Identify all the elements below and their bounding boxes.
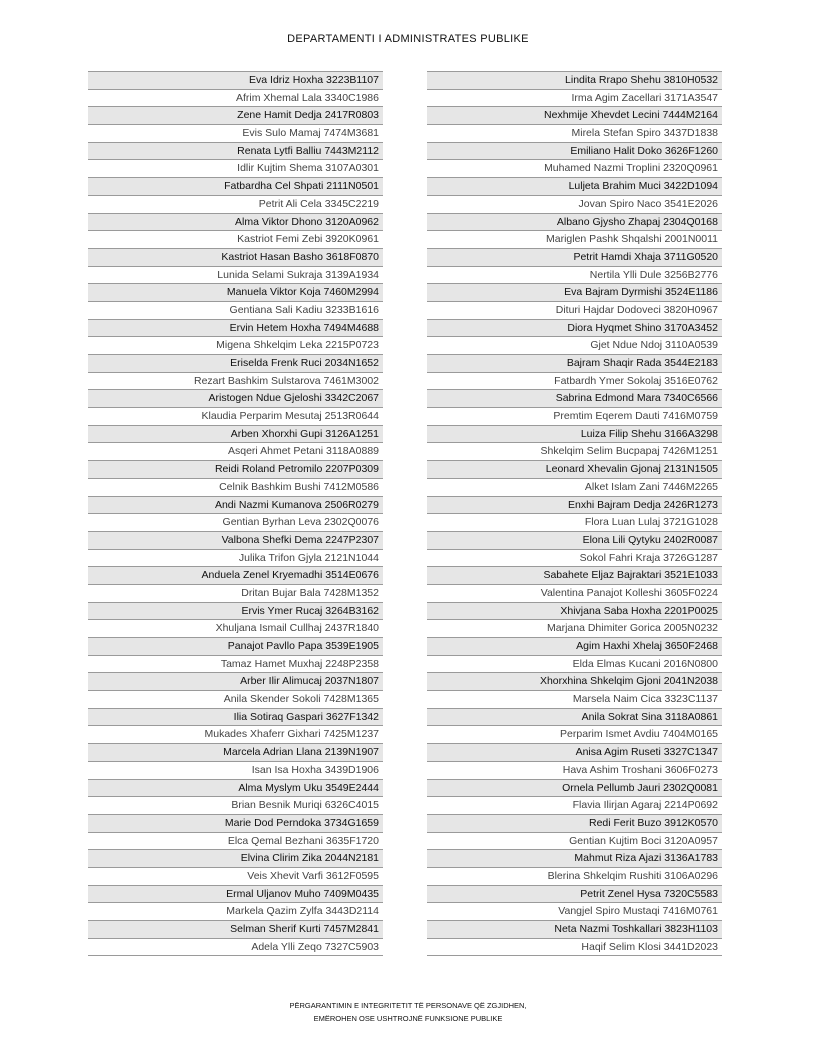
list-item: Adela Ylli Zeqo 7327C5903 [88,939,383,957]
list-item: Enxhi Bajram Dedja 2426R1273 [427,497,722,515]
list-item: Panajot Pavllo Papa 3539E1905 [88,638,383,656]
list-item: Ervin Hetem Hoxha 7494M4688 [88,320,383,338]
footer-line-2: EMËROHEN OSE USHTROJNË FUNKSIONE PUBLIKE [313,1014,503,1023]
left-name-list [88,71,383,956]
list-item: Idlir Kujtim Shema 3107A0301 [88,160,383,178]
list-item: Evis Sulo Mamaj 7474M3681 [88,125,383,143]
list-item: Mirela Stefan Spiro 3437D1838 [427,125,722,143]
list-item: Elda Elmas Kucani 2016N0800 [427,656,722,674]
list-item: Bajram Shaqir Rada 3544E2183 [427,355,722,373]
list-item: Renata Lytfi Balliu 7443M2112 [88,143,383,161]
list-item: Eva Idriz Hoxha 3223B1107 [88,72,383,90]
list-item: Alma Viktor Dhono 3120A0962 [88,214,383,232]
list-item: Fatbardh Ymer Sokolaj 3516E0762 [427,373,722,391]
list-item: Brian Besnik Muriqi 6326C4015 [88,797,383,815]
list-item: Luiza Filip Shehu 3166A3298 [427,426,722,444]
list-item: Ervis Ymer Rucaj 3264B3162 [88,603,383,621]
list-item: Jovan Spiro Naco 3541E2026 [427,196,722,214]
list-item: Vangjel Spiro Mustaqi 7416M0761 [427,903,722,921]
list-item: Manuela Viktor Koja 7460M2994 [88,284,383,302]
list-item: Fatbardha Cel Shpati 2111N0501 [88,178,383,196]
list-item: Asqeri Ahmet Petani 3118A0889 [88,443,383,461]
list-item: Tamaz Hamet Muxhaj 2248P2358 [88,656,383,674]
list-item: Zene Hamit Dedja 2417R0803 [88,107,383,125]
list-item: Ermal Uljanov Muho 7409M0435 [88,886,383,904]
list-item: Alma Myslym Uku 3549E2444 [88,780,383,798]
list-item: Lindita Rrapo Shehu 3810H0532 [427,72,722,90]
list-item: Anila Sokrat Sina 3118A0861 [427,709,722,727]
list-item: Redi Ferit Buzo 3912K0570 [427,815,722,833]
footer-line-1: PËRGARANTIMIN E INTEGRITETIT TË PERSONAVE QË ZGJIDHEN, [289,1001,527,1010]
list-item: Petrit Hamdi Xhaja 3711G0520 [427,249,722,267]
list-item: Anila Skender Sokoli 7428M1365 [88,691,383,709]
page-title: DEPARTAMENTI I ADMINISTRATES PUBLIKE [287,33,529,45]
list-item: Afrim Xhemal Lala 3340C1986 [88,90,383,108]
list-item: Agim Haxhi Xhelaj 3650F2468 [427,638,722,656]
list-item: Marsela Naim Cica 3323C1137 [427,691,722,709]
list-item: Anisa Agim Ruseti 3327C1347 [427,744,722,762]
list-item: Sabrina Edmond Mara 7340C6566 [427,390,722,408]
list-item: Shkelqim Selim Bucpapaj 7426M1251 [427,443,722,461]
list-item: Gentian Kujtim Boci 3120A0957 [427,833,722,851]
list-item: Valentina Panajot Kolleshi 3605F0224 [427,585,722,603]
list-item: Migena Shkelqim Leka 2215P0723 [88,337,383,355]
list-item: Celnik Bashkim Bushi 7412M0586 [88,479,383,497]
list-item: Elca Qemal Bezhani 3635F1720 [88,833,383,851]
list-item: Marie Dod Perndoka 3734G1659 [88,815,383,833]
list-item: Mahmut Riza Ajazi 3136A1783 [427,850,722,868]
list-item: Mukades Xhaferr Gixhari 7425M1237 [88,726,383,744]
list-item: Dritan Bujar Bala 7428M1352 [88,585,383,603]
list-item: Eva Bajram Dyrmishi 3524E1186 [427,284,722,302]
list-item: Petrit Zenel Hysa 7320C5583 [427,886,722,904]
list-item: Emiliano Halit Doko 3626F1260 [427,143,722,161]
list-item: Blerina Shkelqim Rushiti 3106A0296 [427,868,722,886]
list-item: Elvina Clirim Zika 2044N2181 [88,850,383,868]
list-item: Anduela Zenel Kryemadhi 3514E0676 [88,567,383,585]
list-item: Haqif Selim Klosi 3441D2023 [427,939,722,957]
right-name-list [427,71,722,956]
list-item: Rezart Bashkim Sulstarova 7461M3002 [88,373,383,391]
list-item: Neta Nazmi Toshkallari 3823H1103 [427,921,722,939]
list-item: Mariglen Pashk Shqalshi 2001N0011 [427,231,722,249]
list-item: Albano Gjysho Zhapaj 2304Q0168 [427,214,722,232]
list-item: Ilia Sotiraq Gaspari 3627F1342 [88,709,383,727]
list-item: Veis Xhevit Varfi 3612F0595 [88,868,383,886]
list-item: Arben Xhorxhi Gupi 3126A1251 [88,426,383,444]
list-item: Dituri Hajdar Dodoveci 3820H0967 [427,302,722,320]
list-item: Valbona Shefki Dema 2247P2307 [88,532,383,550]
list-item: Klaudia Perparim Mesutaj 2513R0644 [88,408,383,426]
list-item: Isan Isa Hoxha 3439D1906 [88,762,383,780]
list-item: Muhamed Nazmi Troplini 2320Q0961 [427,160,722,178]
list-item: Andi Nazmi Kumanova 2506R0279 [88,497,383,515]
list-item: Reidi Roland Petromilo 2207P0309 [88,461,383,479]
list-item: Xhivjana Saba Hoxha 2201P0025 [427,603,722,621]
list-item: Flavia Ilirjan Agaraj 2214P0692 [427,797,722,815]
list-item: Sabahete Eljaz Bajraktari 3521E1033 [427,567,722,585]
list-item: Eriselda Frenk Ruci 2034N1652 [88,355,383,373]
list-item: Elona Lili Qytyku 2402R0087 [427,532,722,550]
list-item: Gentiana Sali Kadiu 3233B1616 [88,302,383,320]
list-item: Diora Hyqmet Shino 3170A3452 [427,320,722,338]
list-item: Aristogen Ndue Gjeloshi 3342C2067 [88,390,383,408]
list-item: Lunida Selami Sukraja 3139A1934 [88,267,383,285]
list-item: Gjet Ndue Ndoj 3110A0539 [427,337,722,355]
list-item: Xhuljana Ismail Cullhaj 2437R1840 [88,620,383,638]
list-item: Xhorxhina Shkelqim Gjoni 2041N2038 [427,673,722,691]
list-item: Selman Sherif Kurti 7457M2841 [88,921,383,939]
list-item: Leonard Xhevalin Gjonaj 2131N1505 [427,461,722,479]
list-item: Kastriot Femi Zebi 3920K0961 [88,231,383,249]
list-item: Kastriot Hasan Basho 3618F0870 [88,249,383,267]
list-item: Markela Qazim Zylfa 3443D2114 [88,903,383,921]
footer [0,999,816,1025]
list-item: Marcela Adrian Llana 2139N1907 [88,744,383,762]
list-item: Julika Trifon Gjyla 2121N1044 [88,550,383,568]
list-item: Petrit Ali Cela 3345C2219 [88,196,383,214]
list-item: Nertila Ylli Dule 3256B2776 [427,267,722,285]
list-item: Premtim Eqerem Dauti 7416M0759 [427,408,722,426]
list-item: Irma Agim Zacellari 3171A3547 [427,90,722,108]
list-item: Luljeta Brahim Muci 3422D1094 [427,178,722,196]
list-item: Arber Ilir Alimucaj 2037N1807 [88,673,383,691]
list-item: Perparim Ismet Avdiu 7404M0165 [427,726,722,744]
list-item: Nexhmije Xhevdet Lecini 7444M2164 [427,107,722,125]
list-item: Alket Islam Zani 7446M2265 [427,479,722,497]
list-item: Sokol Fahri Kraja 3726G1287 [427,550,722,568]
list-item: Flora Luan Lulaj 3721G1028 [427,514,722,532]
list-item: Ornela Pellumb Jauri 2302Q0081 [427,780,722,798]
list-item: Hava Ashim Troshani 3606F0273 [427,762,722,780]
list-item: Marjana Dhimiter Gorica 2005N0232 [427,620,722,638]
list-item: Gentian Byrhan Leva 2302Q0076 [88,514,383,532]
